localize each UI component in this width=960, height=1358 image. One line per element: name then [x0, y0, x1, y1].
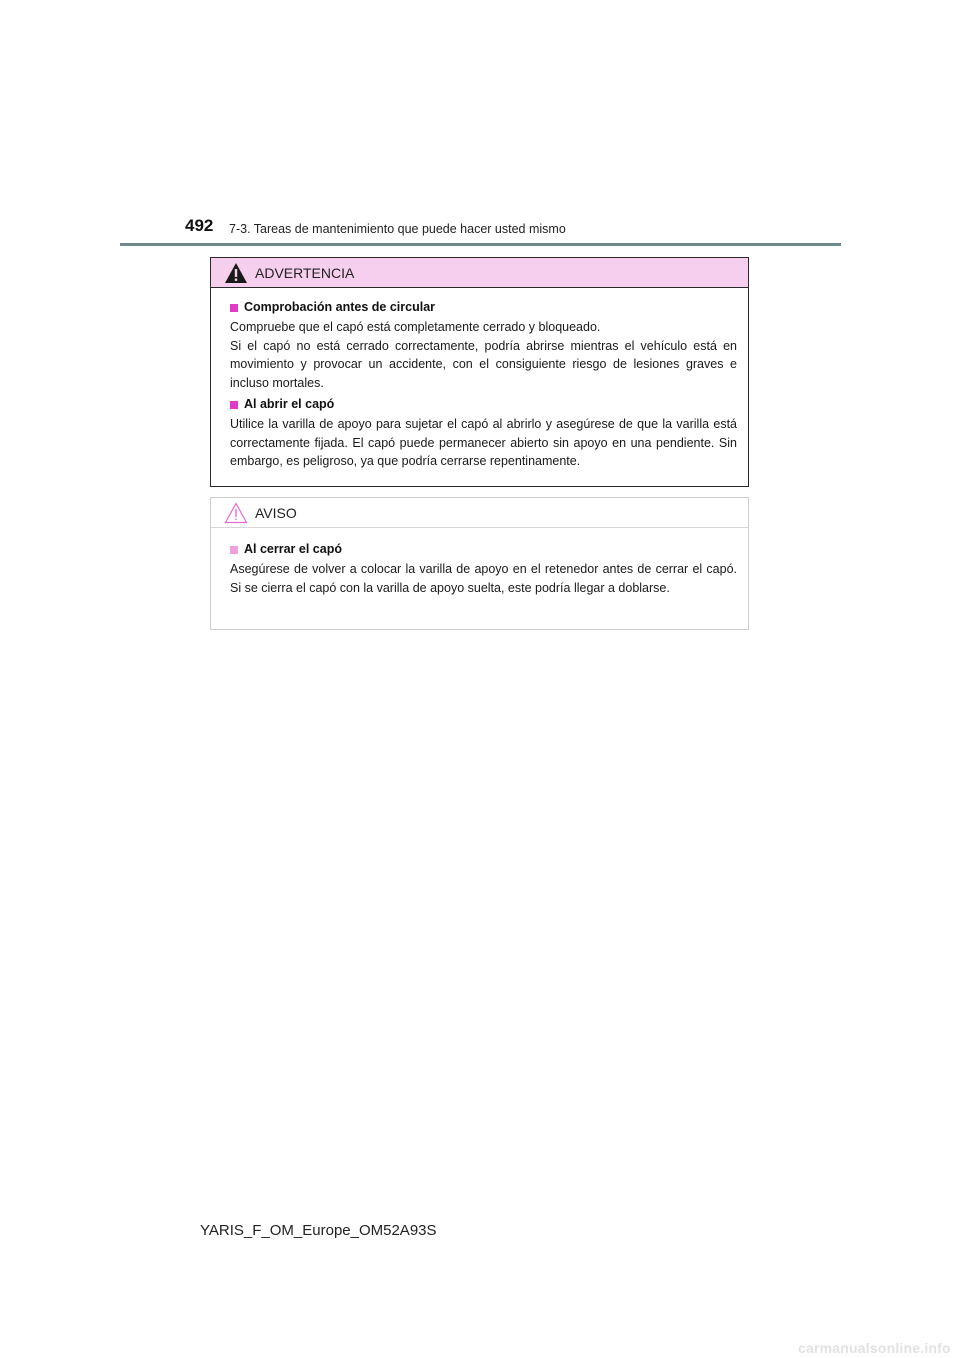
warning-item	[230, 395, 737, 471]
item-heading-text: Al cerrar el capó	[244, 542, 342, 556]
notice-title: AVISO	[255, 505, 297, 521]
warning-title: ADVERTENCIA	[255, 265, 355, 281]
section-title: 7-3. Tareas de mantenimiento que puede hacer usted mismo	[229, 222, 566, 236]
warning-header	[211, 258, 748, 288]
warning-item-heading	[230, 395, 737, 414]
notice-body	[211, 528, 748, 597]
warning-paragraph: Utilice la varilla de apoyo para sujetar el capó al abrirlo y asegúrese de que la varilla está correctamente fijada. El capó puede permanecer abierto sin apoyo en una pendiente. Sin embargo, es peligroso, ya que podría cerrarse repentinamente.	[230, 417, 737, 468]
warning-box	[210, 257, 749, 487]
warning-item	[230, 298, 737, 392]
item-heading-text: Comprobación antes de circular	[244, 300, 436, 314]
item-heading-text: Al abrir el capó	[244, 397, 335, 411]
header-rule	[120, 243, 841, 246]
warning-paragraph: Si el capó no está cerrado correctamente, podría abrirse mientras el vehículo está en movimiento y provocar un accidente, con el consiguiente riesgo de lesiones graves e incluso mortales.	[230, 338, 737, 390]
warning-triangle-icon	[224, 262, 248, 284]
square-bullet-icon	[230, 304, 238, 312]
watermark: carmanualsonline.info	[798, 1340, 951, 1356]
caution-triangle-outline-icon	[224, 502, 248, 524]
notice-item	[230, 540, 737, 597]
notice-box	[210, 497, 749, 630]
warning-body	[211, 288, 748, 471]
notice-item-heading	[230, 540, 737, 559]
document-code: YARIS_F_OM_Europe_OM52A93S	[200, 1222, 437, 1239]
warning-paragraph: Compruebe que el capó está completamente cerrado y bloqueado.	[230, 320, 601, 334]
notice-header	[211, 498, 748, 528]
square-bullet-icon	[230, 401, 238, 409]
square-bullet-icon	[230, 546, 238, 554]
page-number: 492	[185, 216, 214, 235]
warning-item-heading	[230, 298, 737, 317]
notice-paragraph: Asegúrese de volver a colocar la varilla de apoyo en el retenedor antes de cerrar el capó. Si se cierra el capó con la varilla de apoyo suelta, este podría llegar a doblarse.	[230, 562, 737, 595]
